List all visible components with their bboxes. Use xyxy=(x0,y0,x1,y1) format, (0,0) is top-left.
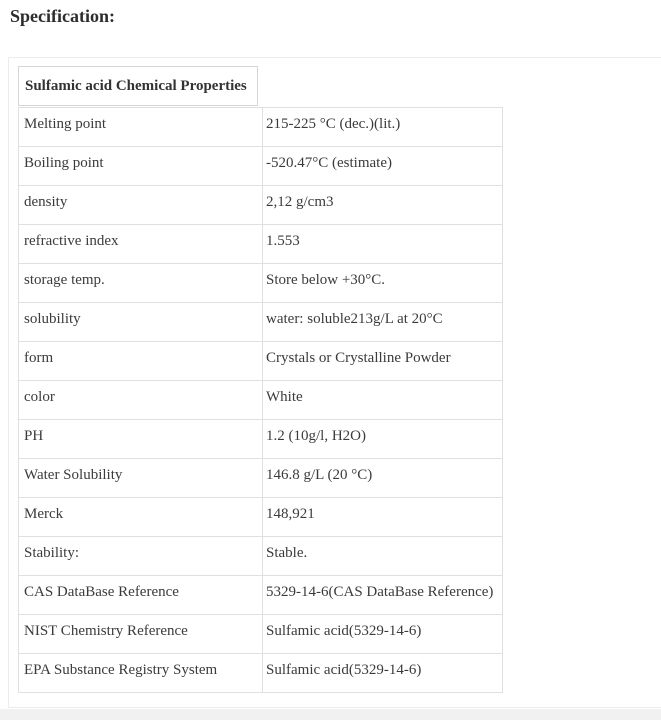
table-row xyxy=(19,108,503,147)
property-label: color xyxy=(19,381,263,420)
table-row xyxy=(19,147,503,186)
property-label: Melting point xyxy=(19,108,263,147)
table-row xyxy=(19,537,503,576)
property-value: Sulfamic acid(5329-14-6) xyxy=(263,615,503,654)
chemical-properties-table xyxy=(18,107,503,693)
property-label: Water Solubility xyxy=(19,459,263,498)
property-label: Merck xyxy=(19,498,263,537)
table-row xyxy=(19,381,503,420)
specification-panel xyxy=(8,57,661,708)
table-row xyxy=(19,498,503,537)
property-label: NIST Chemistry Reference xyxy=(19,615,263,654)
horizontal-scrollbar[interactable] xyxy=(0,709,661,720)
table-row xyxy=(19,459,503,498)
table-row xyxy=(19,615,503,654)
table-row xyxy=(19,342,503,381)
property-label: EPA Substance Registry System xyxy=(19,654,263,693)
property-value: Sulfamic acid(5329-14-6) xyxy=(263,654,503,693)
property-value: 215-225 °C (dec.)(lit.) xyxy=(263,108,503,147)
property-label: form xyxy=(19,342,263,381)
property-value: Store below +30°C. xyxy=(263,264,503,303)
property-label: Stability: xyxy=(19,537,263,576)
table-header: Sulfamic acid Chemical Properties xyxy=(18,66,258,106)
table-row xyxy=(19,303,503,342)
property-value: water: soluble213g/L at 20°C xyxy=(263,303,503,342)
property-value: 148,921 xyxy=(263,498,503,537)
property-label: refractive index xyxy=(19,225,263,264)
property-value: Stable. xyxy=(263,537,503,576)
property-value: White xyxy=(263,381,503,420)
property-label: CAS DataBase Reference xyxy=(19,576,263,615)
table-row xyxy=(19,654,503,693)
property-label: Boiling point xyxy=(19,147,263,186)
property-label: density xyxy=(19,186,263,225)
property-value: 1.2 (10g/l, H2O) xyxy=(263,420,503,459)
property-label: storage temp. xyxy=(19,264,263,303)
property-value: 1.553 xyxy=(263,225,503,264)
property-label: solubility xyxy=(19,303,263,342)
property-value: 5329-14-6(CAS DataBase Reference) xyxy=(263,576,503,615)
property-value: 2,12 g/cm3 xyxy=(263,186,503,225)
table-row xyxy=(19,225,503,264)
table-row xyxy=(19,186,503,225)
property-value: 146.8 g/L (20 °C) xyxy=(263,459,503,498)
page-title: Specification: xyxy=(10,6,115,26)
table-row xyxy=(19,576,503,615)
property-label: PH xyxy=(19,420,263,459)
table-row xyxy=(19,264,503,303)
property-value: -520.47°C (estimate) xyxy=(263,147,503,186)
property-value: Crystals or Crystalline Powder xyxy=(263,342,503,381)
table-row xyxy=(19,420,503,459)
